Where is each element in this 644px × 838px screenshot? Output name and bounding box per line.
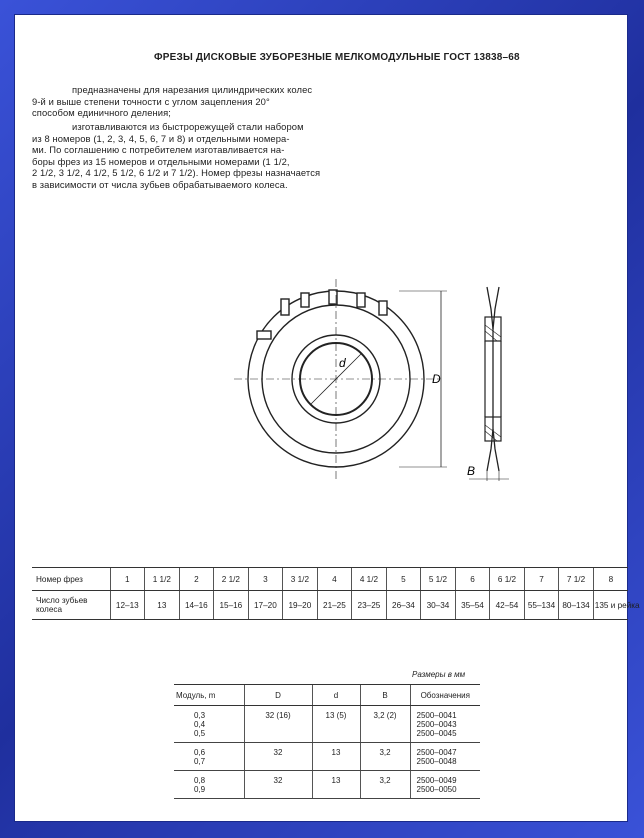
designation-cell	[410, 743, 480, 771]
module-row	[174, 743, 480, 771]
cutter-number-cell: 4 1/2	[352, 568, 387, 591]
module-cell-line: 0,5	[194, 729, 206, 738]
teeth-count-cell: 42–54	[490, 591, 525, 620]
designation-cell-line: 2500–0045	[416, 729, 457, 738]
teeth-count-cell: 30–34	[421, 591, 456, 620]
text-line: ми. По соглашению с потребителем изготавливается на-	[32, 144, 285, 156]
cutter-number-cell: 2	[179, 568, 214, 591]
width-cell: 3,2	[360, 771, 410, 799]
designation-cell-line: 2500–0048	[416, 757, 457, 766]
cutter-number-cell: 4	[317, 568, 352, 591]
teeth-count-row	[32, 591, 628, 620]
module-cell-line: 0,4	[194, 720, 206, 729]
teeth-count-cell: 19–20	[283, 591, 318, 620]
module-cell-line: 0,6	[194, 748, 206, 757]
cutter-number-row	[32, 568, 628, 591]
text-line: боры фрез из 15 номеров и отдельными номерами (1 1/2,	[32, 155, 290, 167]
designation-cell-line: 2500–0049	[416, 776, 457, 785]
cutter-number-cell: 8	[593, 568, 628, 591]
dimension-label-B: B	[467, 464, 476, 478]
module-cell-line: 0,3	[194, 711, 206, 720]
designation-cell-line: 2500–0047	[416, 748, 457, 757]
text-line: 2 1/2, 3 1/2, 4 1/2, 5 1/2, 6 1/2 и 7 1/2). Номер фрезы назначается	[32, 167, 321, 179]
width-cell: 3,2 (2)	[360, 706, 410, 743]
cutter-number-cell: 1	[110, 568, 145, 591]
module-row	[174, 771, 480, 799]
document-page	[14, 14, 640, 822]
dimension-label-D: D	[432, 372, 441, 386]
units-note: Размеры в мм	[412, 670, 466, 679]
slot	[357, 293, 365, 307]
text-line: изготавливаются из быстрорежущей стали набором	[72, 121, 304, 132]
teeth-count-cell: 23–25	[352, 591, 387, 620]
module-cell	[174, 771, 244, 799]
header-D: D	[244, 685, 312, 706]
designation-cell	[410, 706, 480, 743]
text-line: способом единичного деления;	[32, 107, 172, 119]
module-cell	[174, 706, 244, 743]
cutter-number-cell: 3	[248, 568, 283, 591]
designation-cell-line: 2500–0041	[416, 711, 457, 720]
header-codes: Обозначения	[410, 685, 480, 706]
teeth-count-cell: 26–34	[386, 591, 421, 620]
header-d: d	[312, 685, 360, 706]
teeth-count-cell: 13	[145, 591, 180, 620]
teeth-count-cell: 80–134	[559, 591, 594, 620]
dimension-label-d: d	[339, 356, 346, 370]
module-cell-line: 0,7	[194, 757, 206, 766]
teeth-count-cell: 55–134	[524, 591, 559, 620]
cutter-number-cell: 2 1/2	[214, 568, 249, 591]
teeth-count-cell: 135 и рейка	[593, 591, 628, 620]
cutter-number-cell: 3 1/2	[283, 568, 318, 591]
outer-diameter-cell: 32	[244, 771, 312, 799]
designation-cell-line: 2500–0050	[416, 785, 457, 794]
text-line: предназначены для нарезания цилиндрических колес	[72, 84, 313, 95]
module-cell-line: 0,9	[194, 785, 206, 794]
cutter-number-cell: 1 1/2	[145, 568, 180, 591]
designation-cell	[410, 771, 480, 799]
header-module: Модуль, m	[174, 685, 244, 706]
material-paragraph	[32, 121, 372, 191]
slot	[379, 301, 387, 315]
cutter-number-table	[32, 567, 640, 620]
row-label: Номер фрез	[32, 568, 110, 591]
document-title: ФРЕЗЫ ДИСКОВЫЕ ЗУБОРЕЗНЫЕ МЕЛКОМОДУЛЬНЫЕ ГОСТ 13838–68	[154, 52, 520, 63]
text-line: из 8 номеров (1, 2, 3, 4, 5, 6, 7 и 8) и отдельными номера-	[32, 132, 290, 144]
outer-diameter-cell: 32	[244, 743, 312, 771]
text-line: в зависимости от числа зубьев обрабатываемого колеса.	[32, 178, 288, 190]
teeth-count-cell: 17–20	[248, 591, 283, 620]
teeth-count-cell: 21–25	[317, 591, 352, 620]
module-table	[174, 684, 480, 799]
module-cell	[174, 743, 244, 771]
bore-diameter-cell: 13	[312, 771, 360, 799]
cutter-number-cell: 7 1/2	[559, 568, 594, 591]
cutter-number-cell: 5	[386, 568, 421, 591]
cutter-drawing	[229, 269, 529, 489]
row-label: Число зубьев колеса	[32, 591, 110, 620]
cutter-number-cell: 7	[524, 568, 559, 591]
teeth-count-cell: 35–54	[455, 591, 490, 620]
teeth-count-cell: 14–16	[179, 591, 214, 620]
cutter-number-cell: 6	[455, 568, 490, 591]
bore-diameter-cell: 13 (5)	[312, 706, 360, 743]
teeth-count-cell: 15–16	[214, 591, 249, 620]
text-line: 9-й и выше степени точности с углом зацепления 20°	[32, 95, 270, 107]
header-B: B	[360, 685, 410, 706]
module-cell-line: 0,8	[194, 776, 206, 785]
width-cell: 3,2	[360, 743, 410, 771]
slot	[281, 299, 289, 315]
outer-diameter-cell: 32 (16)	[244, 706, 312, 743]
header-row	[174, 685, 480, 706]
teeth-count-cell: 12–13	[110, 591, 145, 620]
designation-cell-line: 2500–0043	[416, 720, 457, 729]
bore-diameter-cell: 13	[312, 743, 360, 771]
slot	[301, 293, 309, 307]
cutter-number-cell: 5 1/2	[421, 568, 456, 591]
slot	[257, 331, 271, 339]
module-row	[174, 706, 480, 743]
cutter-number-cell: 6 1/2	[490, 568, 525, 591]
intro-paragraph	[32, 84, 372, 119]
